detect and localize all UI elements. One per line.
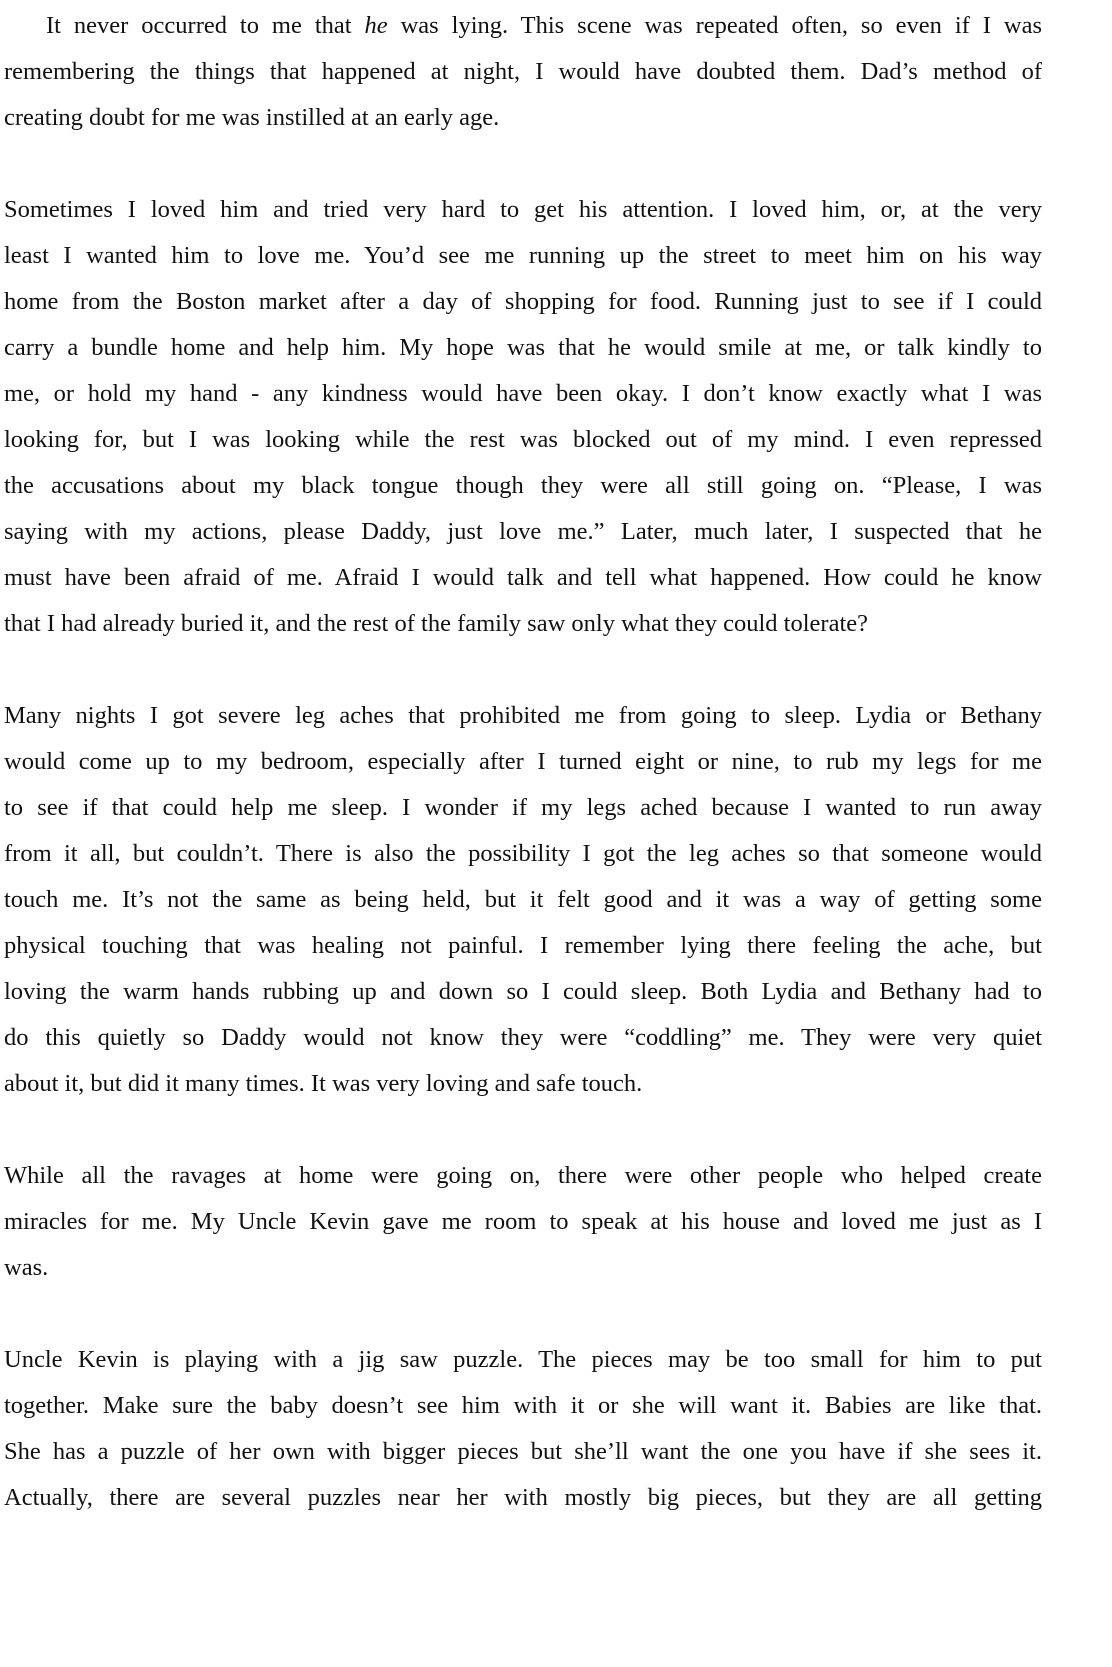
- text-segment: touch me. It’s not the same as being held, but it felt good and it was a way of getting some: [4, 886, 1042, 913]
- text-line: [4, 325, 1042, 371]
- text-segment: carry a bundle home and help him. My hope was that he would smile at me, or talk kindly to: [4, 334, 1042, 361]
- text-line: [4, 555, 1042, 601]
- text-line: [4, 923, 1042, 969]
- text-line: [4, 785, 1042, 831]
- paragraph: [4, 3, 1042, 141]
- text-segment: miracles for me. My Uncle Kevin gave me room to speak at his house and loved me just as I: [4, 1208, 1042, 1235]
- text-line: [4, 1245, 1042, 1291]
- text-line: [4, 969, 1042, 1015]
- text-segment: loving the warm hands rubbing up and down so I could sleep. Both Lydia and Bethany had to: [4, 978, 1042, 1005]
- text-segment: Uncle Kevin is playing with a jig saw puzzle. The pieces may be too small for him to put: [4, 1346, 1042, 1373]
- text-segment: remembering the things that happened at night, I would have doubted them. Dad’s method of: [4, 58, 1042, 85]
- text-segment: looking for, but I was looking while the rest was blocked out of my mind. I even repressed: [4, 426, 1042, 453]
- text-segment: me, or hold my hand - any kindness would have been okay. I don’t know exactly what I was: [4, 380, 1042, 407]
- text-segment: that I had already buried it, and the rest of the family saw only what they could tolerate?: [4, 610, 869, 637]
- text-segment: to see if that could help me sleep. I wonder if my legs ached because I wanted to run away: [4, 794, 1042, 821]
- text-segment: creating doubt for me was instilled at an early age.: [4, 104, 500, 131]
- book-page: [4, 3, 1042, 1567]
- text-line: [4, 1153, 1042, 1199]
- text-segment: from it all, but couldn’t. There is also the possibility I got the leg aches so that someone would: [4, 840, 1042, 867]
- text-line: [4, 1429, 1042, 1475]
- text-segment: was lying. This scene was repeated often, so even if I was: [387, 12, 1042, 39]
- text-line: [4, 693, 1042, 739]
- text-line: [4, 279, 1042, 325]
- text-segment: Actually, there are several puzzles near her with mostly big pieces, but they are all getting: [4, 1484, 1042, 1511]
- text-segment: She has a puzzle of her own with bigger pieces but she’ll want the one you have if she sees it.: [4, 1438, 1042, 1465]
- text-line: [4, 233, 1042, 279]
- text-line: [4, 1061, 1042, 1107]
- text-line: [4, 877, 1042, 923]
- text-segment: do this quietly so Daddy would not know they were “coddling” me. They were very quiet: [4, 1024, 1042, 1051]
- text-segment: Many nights I got severe leg aches that prohibited me from going to sleep. Lydia or Bethany: [4, 702, 1042, 729]
- text-line: [4, 187, 1042, 233]
- text-segment: physical touching that was healing not painful. I remember lying there feeling the ache, but: [4, 932, 1042, 959]
- text-segment: Sometimes I loved him and tried very hard to get his attention. I loved him, or, at the very: [4, 196, 1042, 223]
- text-segment: must have been afraid of me. Afraid I would talk and tell what happened. How could he know: [4, 564, 1042, 591]
- text-line: [4, 1199, 1042, 1245]
- text-line: [4, 1015, 1042, 1061]
- text-line: [4, 509, 1042, 555]
- text-segment: the accusations about my black tongue though they were all still going on. “Please, I was: [4, 472, 1042, 499]
- text-line: [4, 463, 1042, 509]
- text-line: [4, 1475, 1042, 1521]
- text-line: [4, 371, 1042, 417]
- text-segment: home from the Boston market after a day of shopping for food. Running just to see if I could: [4, 288, 1042, 315]
- text-line: [4, 1337, 1042, 1383]
- text-segment: together. Make sure the baby doesn’t see him with it or she will want it. Babies are like that.: [4, 1392, 1042, 1419]
- text-line: [4, 49, 1042, 95]
- text-segment: It never occurred to me that: [46, 12, 365, 39]
- paragraph: [4, 1153, 1042, 1291]
- text-line: [4, 739, 1042, 785]
- paragraph: [4, 693, 1042, 1107]
- text-line: [4, 1383, 1042, 1429]
- text-segment: was.: [4, 1254, 49, 1281]
- text-line: [4, 95, 1042, 141]
- text-segment: While all the ravages at home were going on, there were other people who helped create: [4, 1162, 1042, 1189]
- text-segment: least I wanted him to love me. You’d see me running up the street to meet him on his way: [4, 242, 1042, 269]
- paragraph: [4, 187, 1042, 647]
- text-line: [4, 831, 1042, 877]
- text-segment: about it, but did it many times. It was very loving and safe touch.: [4, 1070, 643, 1097]
- text-line: [4, 3, 1042, 49]
- text-segment: would come up to my bedroom, especially after I turned eight or nine, to rub my legs for me: [4, 748, 1042, 775]
- text-line: [4, 417, 1042, 463]
- text-line: [4, 601, 1042, 647]
- emphasis-text: he: [364, 12, 388, 39]
- text-segment: saying with my actions, please Daddy, just love me.” Later, much later, I suspected that he: [4, 518, 1042, 545]
- paragraph: [4, 1337, 1042, 1521]
